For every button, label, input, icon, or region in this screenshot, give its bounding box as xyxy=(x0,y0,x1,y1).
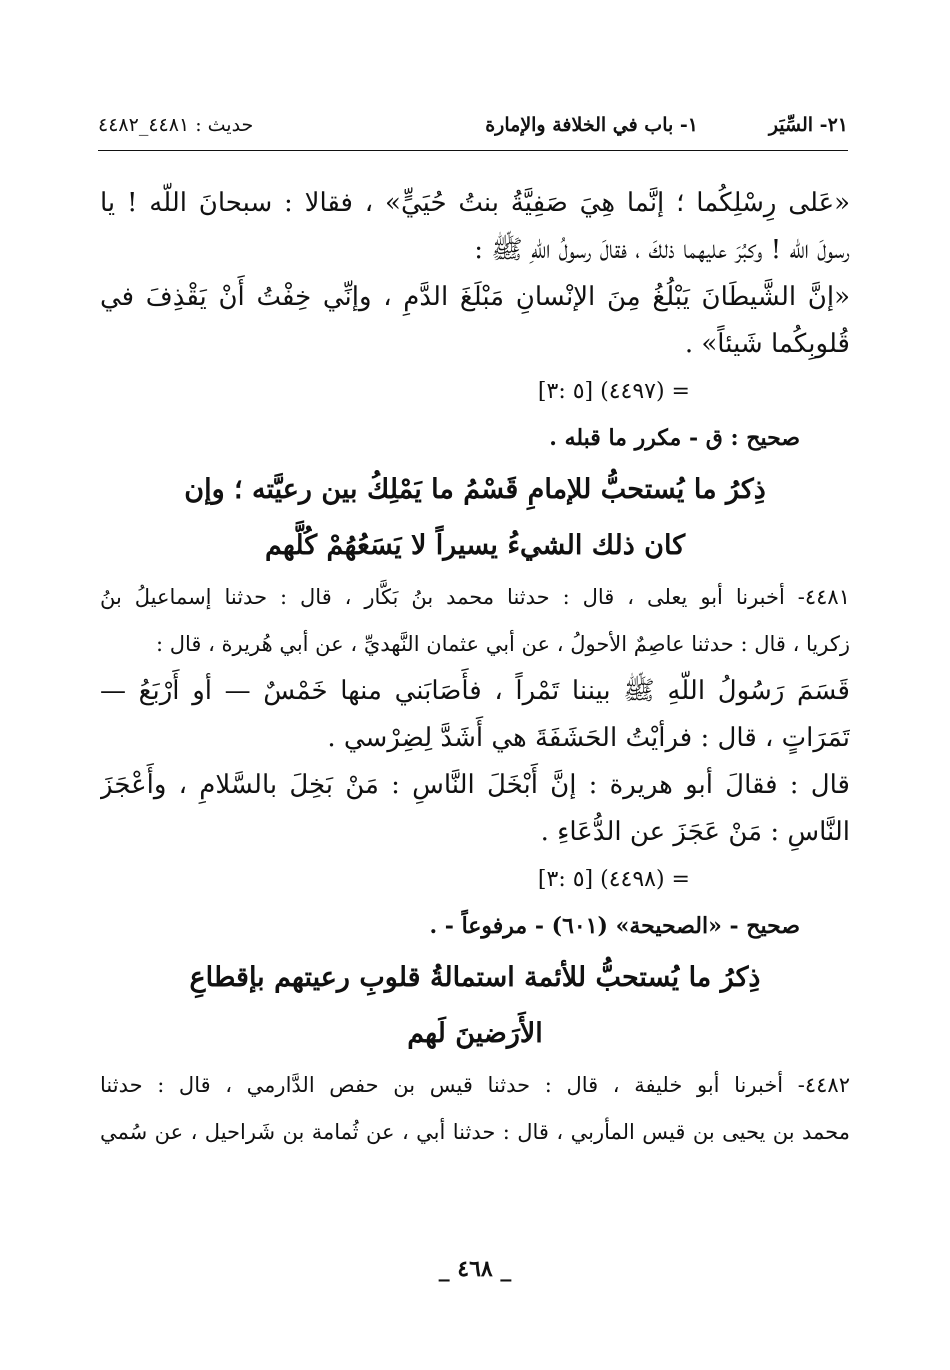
book-title: ٢١- السِّيَر xyxy=(768,114,848,136)
isnad-line: ٤٤٨٢- أخبرنا أبو خليفة ، قال : حدثنا قيس بن حفص الدَّارمي ، قال : حدثنا xyxy=(100,1073,850,1097)
isnad-line: محمد بن يحيى بن قيس المأربي ، قال : حدثنا أبي ، عن ثُمامة بن شَراحيل ، عن سُمي xyxy=(100,1120,850,1144)
text-line: رسولَ اللّه ! وكبُرَ عليهما ذلكَ ، فقالَ رسولُ اللّهِ ﷺ : xyxy=(474,235,850,265)
page-number: _ ٤٦٨ _ xyxy=(438,1256,512,1282)
text-line: قال : فقالَ أبو هريرة : إنَّ أَبْخَلَ النَّاسِ : مَنْ بَخِلَ بالسَّلامِ ، وأَعْجَزَ xyxy=(100,770,850,800)
grading-line: صحيح : ق - مكرر ما قبله . xyxy=(549,425,800,451)
chapter-title: ١- باب في الخلافة والإمارة xyxy=(485,114,698,136)
text-line: قُلوبِكُما شَيئاً» . xyxy=(684,329,850,359)
page-body xyxy=(100,180,850,1156)
section-heading: الأَرَضينَ لَهم xyxy=(407,1018,543,1049)
section-heading: كان ذلك الشيءُ يسيراً لا يَسَعُهُمْ كُلَّهم xyxy=(264,530,686,561)
text-line: النَّاسِ : مَنْ عَجَزَ عن الدُّعَاءِ . xyxy=(540,817,850,847)
section-heading: ذِكرُ ما يُستحبُّ للإمامِ قَسْمُ ما يَمْلِكُ بين رعيَّته ؛ وإن xyxy=(184,474,766,505)
reference-line: = (٤٤٩٨) [٥ :٣] xyxy=(537,867,690,892)
hadith-range: حديث : ٤٤٨١_٤٤٨٢ xyxy=(98,114,254,136)
text-line: تَمَرَاتٍ ، قال : فرأيْتُ الحَشَفَةَ هي أَشَدَّ لِضِرْسي . xyxy=(327,723,850,753)
text-line: «عَلى رِسْلِكُما ؛ إنَّما هِيَ صَفِيَّةُ بنتُ حُيَيٍّ» ، فقالا : سبحانَ اللّه ! يا xyxy=(100,188,850,218)
isnad-line: زكريا ، قال : حدثنا عاصِمٌ الأحولُ ، عن أبي عثمان النَّهديِّ ، عن أبي هُريرة ، قال : xyxy=(155,632,850,656)
text-line: قَسَمَ رَسُولُ اللّهِ ﷺ بيننا تَمْراً ، فأَصَابَني منها خَمْسٌ — أو أَرْبَعُ — xyxy=(100,676,850,706)
section-heading: ذِكرُ ما يُستحبُّ للأئمة استمالةُ قلوبِ رعيتهم بإقطاعِ xyxy=(189,962,761,993)
text-line: «إنَّ الشَّيطَانَ يَبْلُغُ مِنَ الإنْسانِ مَبْلَغَ الدَّمِ ، وإنِّي خِفْتُ أَنْ يَقْذِفَ في xyxy=(100,282,850,312)
isnad-line: ٤٤٨١- أخبرنا أبو يعلى ، قال : حدثنا محمد بنُ بَكَّار ، قال : حدثنا إسماعيلُ بنُ xyxy=(100,585,850,609)
reference-line: = (٤٤٩٧) [٥ :٣] xyxy=(537,379,690,404)
grading-line: صحيح - «الصحيحة» (٦٠١) - مرفوعاً - . xyxy=(429,913,800,939)
running-header xyxy=(98,108,848,151)
